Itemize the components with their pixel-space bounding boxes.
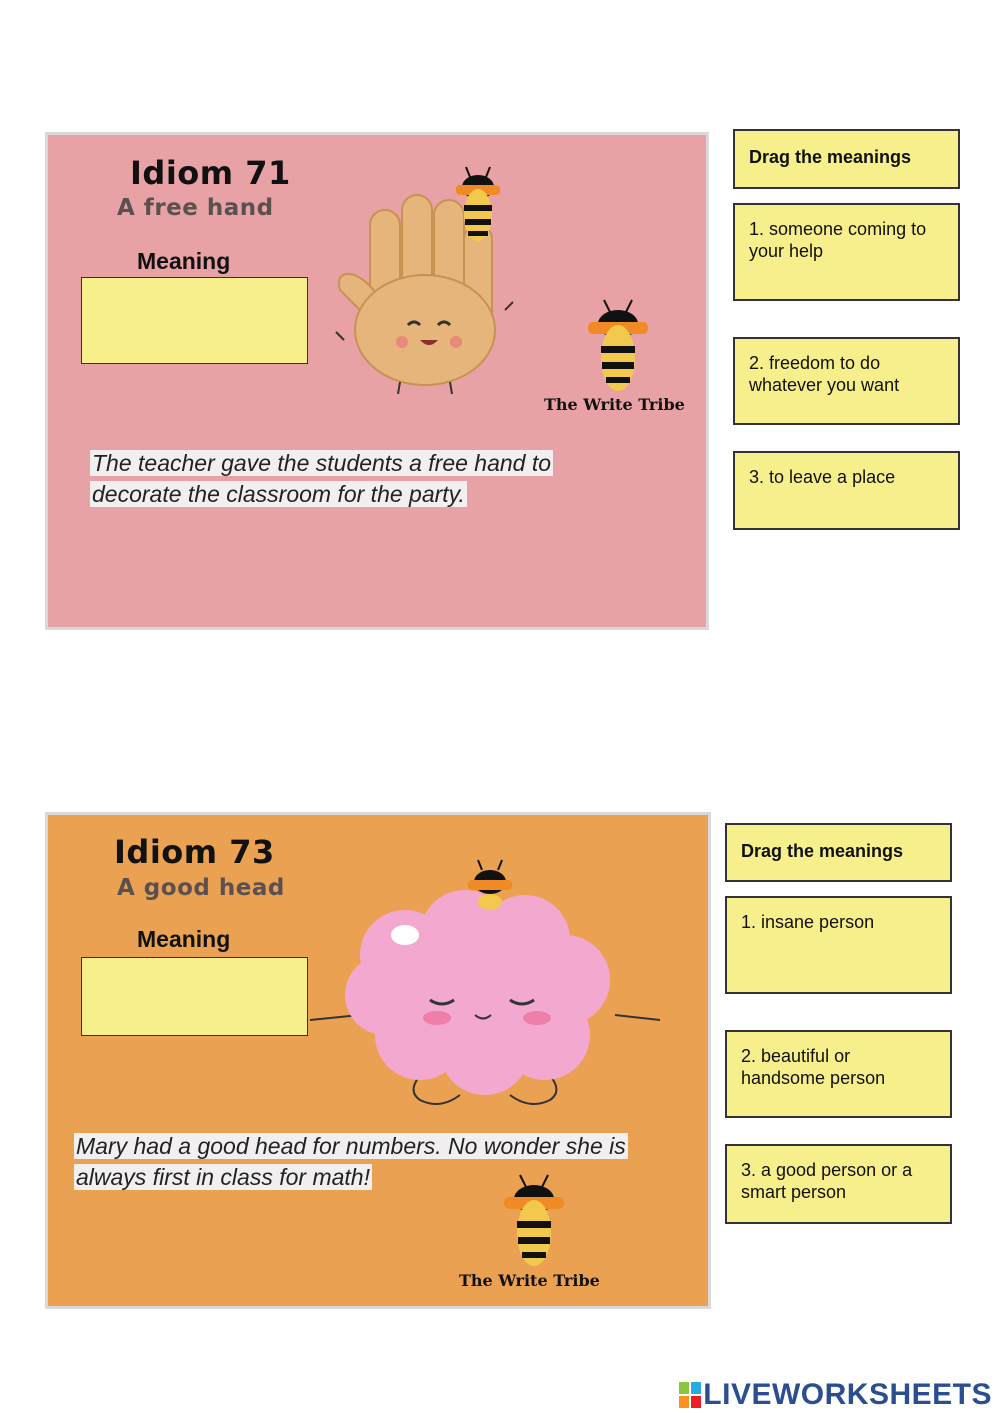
draggable-meaning-option[interactable]: 3. a good person or a smart person	[725, 1144, 952, 1224]
meaning-label: Meaning	[137, 248, 231, 274]
bee-icon	[462, 860, 518, 908]
bee-logo-icon	[500, 1175, 568, 1270]
brain-illustration	[305, 885, 670, 1115]
example-sentence: The teacher gave the students a free hand to decorate the classroom for the party.	[92, 450, 552, 507]
draggable-meaning-option[interactable]: 2. beautiful or handsome person	[725, 1030, 952, 1118]
liveworksheets-logo-icon	[679, 1382, 703, 1408]
meaning-drop-zone[interactable]	[81, 277, 308, 364]
liveworksheets-logo	[679, 1378, 992, 1412]
draggable-meaning-option[interactable]: 1. insane person	[725, 896, 952, 994]
idiom-phrase: A free hand	[117, 195, 274, 221]
example-sentence: Mary had a good head for numbers. No wonder she is always first in class for math!	[76, 1133, 626, 1190]
draggable-meaning-option[interactable]: 3. to leave a place	[733, 451, 960, 530]
idiom-title: Idiom 73	[114, 833, 275, 871]
bee-icon	[450, 167, 506, 245]
meaning-drop-zone[interactable]	[81, 957, 308, 1036]
brand-label: The Write Tribe	[459, 1271, 600, 1290]
draggable-meaning-option[interactable]: 1. someone coming to your help	[733, 203, 960, 301]
idiom-title: Idiom 71	[130, 154, 291, 192]
brand-label: The Write Tribe	[544, 395, 685, 414]
draggable-meaning-option[interactable]: 2. freedom to do whatever you want	[733, 337, 960, 425]
options-header: Drag the meanings	[725, 823, 952, 882]
idiom-phrase: A good head	[117, 875, 285, 901]
meaning-label: Meaning	[137, 926, 231, 952]
options-header: Drag the meanings	[733, 129, 960, 189]
liveworksheets-text: LIVEWORKSHEETS	[703, 1378, 992, 1411]
bee-logo-icon	[584, 300, 652, 395]
